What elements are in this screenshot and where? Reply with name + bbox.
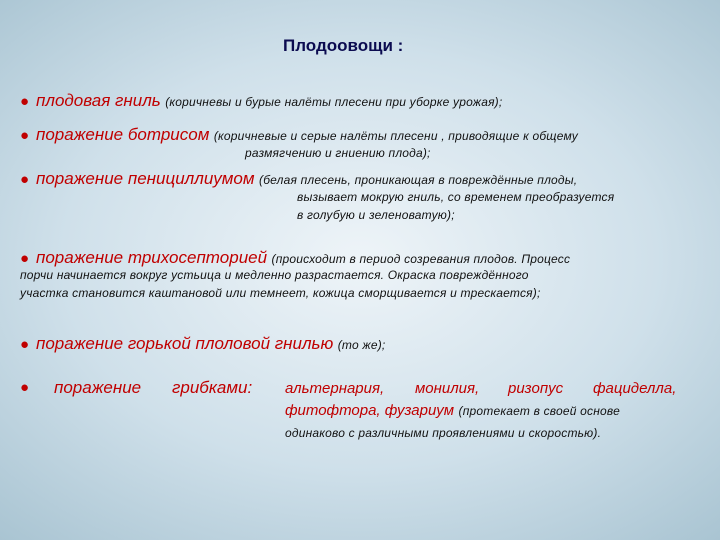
item-description: (коричневы и бурые налёты плесени при уборке урожая); [165,95,503,109]
item-term-part: грибками: [172,378,253,397]
list-item-2 [20,125,578,145]
item-term-part: монилия, [415,380,480,397]
list-item-3 [20,169,577,189]
item-term-part: альтернария, [285,380,385,397]
item-term: поражение трихосепторией [36,248,268,267]
item-term: поражение горькой плоловой гнилью [36,334,334,353]
slide-title: Плодоовощи : [283,36,404,55]
bullet-icon: ● [20,171,30,188]
item-term-part: фациделла, [593,380,677,397]
bullet-icon: ● [20,336,30,353]
bullet-icon: ● [20,250,30,267]
item-term-line [285,402,620,420]
item-term: поражение ботрисом [36,125,210,144]
item-description-line: одинаково с различными проявлениями и скоростью). [285,426,602,440]
bullet-icon: ● [20,93,30,110]
item-description-line: (протекает в своей основе [458,404,620,418]
item-term-part: ризопус [508,380,564,397]
list-item-5 [20,334,385,354]
list-item-4 [20,248,570,268]
item-description-line: порчи начинается вокруг устьица и медленно разрастается. Окраска повреждённого [20,268,529,282]
item-term: плодовая гниль [36,91,161,110]
item-description: (то же); [337,338,386,352]
item-term: поражение пенициллиумом [36,169,255,188]
bullet-icon: ● [20,127,30,144]
item-description-line: в голубую и зеленоватую); [297,208,455,222]
list-item-1 [20,91,502,111]
item-description-line: вызывает мокрую гниль, со временем преобразуется [297,190,615,204]
item-term-part: фитофтора, фузариум [285,402,455,419]
item-description-line: (коричневые и серые налёты плесени , приводящие к общему [213,129,578,143]
item-term-part: поражение [54,378,142,397]
bullet-icon: ● [20,379,30,396]
list-item-6 [20,379,36,397]
item-description-line: размягчению и гниению плода); [245,146,431,160]
item-description-line: (белая плесень, проникающая в повреждённые плоды, [259,173,578,187]
item-description-line: (происходит в период созревания плодов. Процесс [271,252,571,266]
item-description-line: участка становится каштановой или темнеет, кожица сморщивается и трескается); [20,286,541,300]
